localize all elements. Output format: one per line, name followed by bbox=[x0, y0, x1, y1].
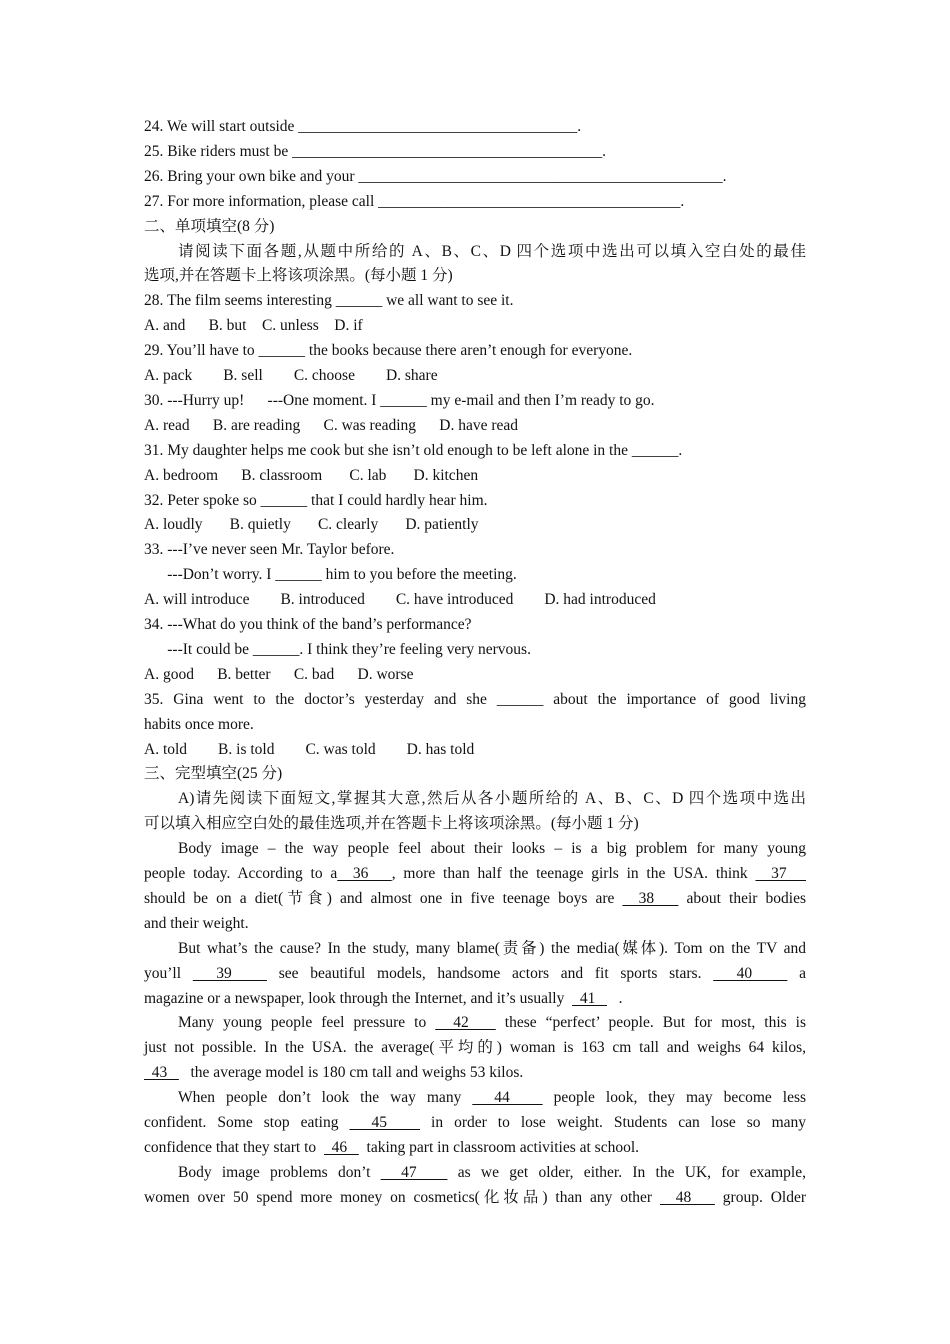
text-line bbox=[144, 291, 806, 311]
text-segment: 25. Bike riders must be ________________________________________. bbox=[144, 142, 606, 160]
text-line bbox=[144, 217, 806, 237]
text-line bbox=[144, 416, 806, 436]
text-line bbox=[144, 341, 806, 361]
text-line bbox=[144, 789, 806, 809]
text-line bbox=[144, 1088, 806, 1108]
answer-blank: 38 bbox=[622, 889, 679, 907]
text-segment: people today. According to a bbox=[144, 865, 338, 882]
text-line bbox=[144, 740, 806, 760]
text-segment: A)请先阅读下面短文,掌握其大意,然后从各小题所给的 A、B、C、D 四个选项中选出 bbox=[178, 790, 806, 808]
text-segment: 选项,并在答题卡上将该项涂黑。(每小题 1 分) bbox=[144, 267, 453, 285]
text-line bbox=[144, 466, 806, 486]
text-line bbox=[144, 1013, 806, 1033]
text-line bbox=[144, 441, 806, 461]
text-segment: 32. Peter spoke so ______ that I could hardly hear him. bbox=[144, 491, 488, 509]
text-line bbox=[144, 366, 806, 386]
text-segment: A. read B. are reading C. was reading D. have read bbox=[144, 416, 519, 434]
text-line bbox=[144, 814, 806, 834]
text-segment: magazine or a newspaper, look through the Internet, and it’s usually bbox=[144, 989, 573, 1007]
text-segment: you’ll bbox=[144, 964, 193, 982]
answer-blank: 46 bbox=[323, 1138, 359, 1156]
text-segment: women over 50 spend more money on cosmetics(化妆品) than any other bbox=[144, 1188, 660, 1206]
text-line bbox=[144, 764, 806, 784]
text-segment: When people don’t look the way many bbox=[178, 1089, 473, 1107]
text-line bbox=[144, 167, 806, 187]
text-segment: 28. The film seems interesting ______ we all want to see it. bbox=[144, 292, 514, 310]
text-line bbox=[144, 989, 806, 1009]
text-line bbox=[144, 391, 806, 411]
text-segment: 35. Gina went to the doctor’s yesterday and she ______ about the importance of good living bbox=[144, 690, 806, 708]
text-line bbox=[144, 914, 806, 934]
text-segment: people look, they may become less bbox=[542, 1089, 807, 1107]
text-segment: in order to lose weight. Students can lose so many bbox=[420, 1114, 807, 1131]
text-line bbox=[144, 939, 806, 959]
text-segment: about their bodies bbox=[678, 889, 807, 907]
text-line bbox=[144, 266, 806, 286]
text-line bbox=[144, 715, 806, 735]
text-line bbox=[144, 117, 806, 137]
text-segment: Many young people feel pressure to bbox=[178, 1014, 436, 1032]
answer-blank: 41 bbox=[572, 989, 607, 1007]
text-line bbox=[144, 665, 806, 685]
answer-blank: 39 bbox=[192, 964, 267, 982]
answer-blank: 42 bbox=[435, 1014, 496, 1032]
answer-blank: 43 bbox=[144, 1064, 179, 1082]
text-line bbox=[144, 1138, 806, 1158]
text-segment: 三、完型填空(25 分) bbox=[144, 765, 283, 783]
text-line bbox=[144, 142, 806, 162]
text-segment: 可以填入相应空白处的最佳选项,并在答题卡上将该项涂黑。(每小题 1 分) bbox=[144, 815, 639, 833]
text-segment: just not possible. In the USA. the average(平均的) woman is 163 cm tall and weighs 64 kilos, bbox=[144, 1039, 806, 1057]
text-segment: A. loudly B. quietly C. clearly D. patiently bbox=[144, 516, 479, 534]
text-line bbox=[144, 1188, 806, 1208]
text-line bbox=[144, 515, 806, 535]
text-segment: A. good B. better C. bad D. worse bbox=[144, 665, 414, 683]
text-segment: ---Don’t worry. I ______ him to you before the meeting. bbox=[144, 566, 517, 584]
text-line bbox=[144, 615, 806, 635]
answer-blank: 47 bbox=[380, 1163, 448, 1181]
text-segment: as we get older, either. In the UK, for example, bbox=[447, 1163, 806, 1181]
answer-blank: 37 bbox=[755, 865, 807, 882]
text-segment: and their weight. bbox=[144, 914, 249, 932]
text-segment: 请阅读下面各题,从题中所给的 A、B、C、D 四个选项中选出可以填入空白处的最佳 bbox=[178, 242, 806, 260]
text-line bbox=[144, 690, 806, 710]
text-line bbox=[144, 640, 806, 660]
text-segment: these “perfect’ people. But for most, this is bbox=[495, 1014, 807, 1032]
text-segment: 24. We will start outside ____________________________________. bbox=[144, 118, 582, 135]
text-segment: A. pack B. sell C. choose D. share bbox=[144, 367, 438, 384]
text-line bbox=[144, 839, 806, 859]
text-segment: 二、单项填空(8 分) bbox=[144, 217, 275, 235]
text-line bbox=[144, 1038, 806, 1058]
text-line bbox=[144, 964, 806, 984]
answer-blank: 40 bbox=[713, 964, 788, 982]
text-segment: 29. You’ll have to ______ the books because there aren’t enough for everyone. bbox=[144, 342, 633, 360]
text-segment: A. and B. but C. unless D. if bbox=[144, 317, 363, 335]
answer-blank: 48 bbox=[659, 1188, 715, 1206]
text-segment: A. bedroom B. classroom C. lab D. kitchen bbox=[144, 466, 479, 484]
text-segment: ---It could be ______. I think they’re feeling very nervous. bbox=[144, 640, 531, 658]
text-segment: should be on a diet(节食) and almost one in five teenage boys are bbox=[144, 889, 623, 907]
text-segment: But what’s the cause? In the study, many blame(责备) the media(媒体). Tom on the TV and bbox=[178, 939, 806, 957]
text-segment: 33. ---I’ve never seen Mr. Taylor before. bbox=[144, 541, 395, 559]
text-segment: 27. For more information, please call _______________________________________. bbox=[144, 192, 685, 210]
text-segment: a bbox=[787, 964, 806, 982]
text-segment: 31. My daughter helps me cook but she isn’t old enough to be left alone in the ______. bbox=[144, 441, 683, 459]
text-segment: Body image problems don’t bbox=[178, 1163, 381, 1181]
text-segment: 26. Bring your own bike and your _______________________________________________. bbox=[144, 167, 727, 185]
answer-blank: 45 bbox=[349, 1114, 420, 1131]
text-segment: Body image – the way people feel about their looks – is a big problem for many young bbox=[178, 840, 806, 858]
text-segment: 30. ---Hurry up! ---One moment. I ______ my e-mail and then I’m ready to go. bbox=[144, 391, 655, 409]
text-line bbox=[144, 590, 806, 610]
text-line bbox=[144, 192, 806, 212]
text-segment: taking part in classroom activities at school. bbox=[358, 1138, 640, 1156]
answer-blank: 44 bbox=[472, 1089, 543, 1107]
text-line bbox=[144, 242, 806, 262]
text-segment: group. Older bbox=[714, 1188, 807, 1206]
text-segment: A. will introduce B. introduced C. have introduced D. had introduced bbox=[144, 591, 656, 609]
text-line bbox=[144, 565, 806, 585]
text-segment: the average model is 180 cm tall and weighs 53 kilos. bbox=[178, 1064, 524, 1082]
text-line bbox=[144, 1113, 806, 1133]
text-segment: habits once more. bbox=[144, 715, 254, 733]
text-line bbox=[144, 1063, 806, 1083]
answer-blank: 36 bbox=[337, 865, 392, 882]
text-line bbox=[144, 864, 806, 884]
text-line bbox=[144, 1163, 806, 1183]
text-segment: confidence that they start to bbox=[144, 1138, 324, 1156]
text-line bbox=[144, 889, 806, 909]
text-line bbox=[144, 540, 806, 560]
text-segment: , more than half the teenage girls in the USA. think bbox=[391, 865, 756, 882]
text-segment: . bbox=[606, 989, 623, 1007]
text-line bbox=[144, 316, 806, 336]
text-segment: confident. Some stop eating bbox=[144, 1114, 350, 1131]
text-segment: A. told B. is told C. was told D. has told bbox=[144, 740, 475, 758]
text-segment: see beautiful models, handsome actors and fit sports stars. bbox=[266, 964, 714, 982]
text-line bbox=[144, 491, 806, 511]
text-segment: 34. ---What do you think of the band’s performance? bbox=[144, 616, 472, 633]
